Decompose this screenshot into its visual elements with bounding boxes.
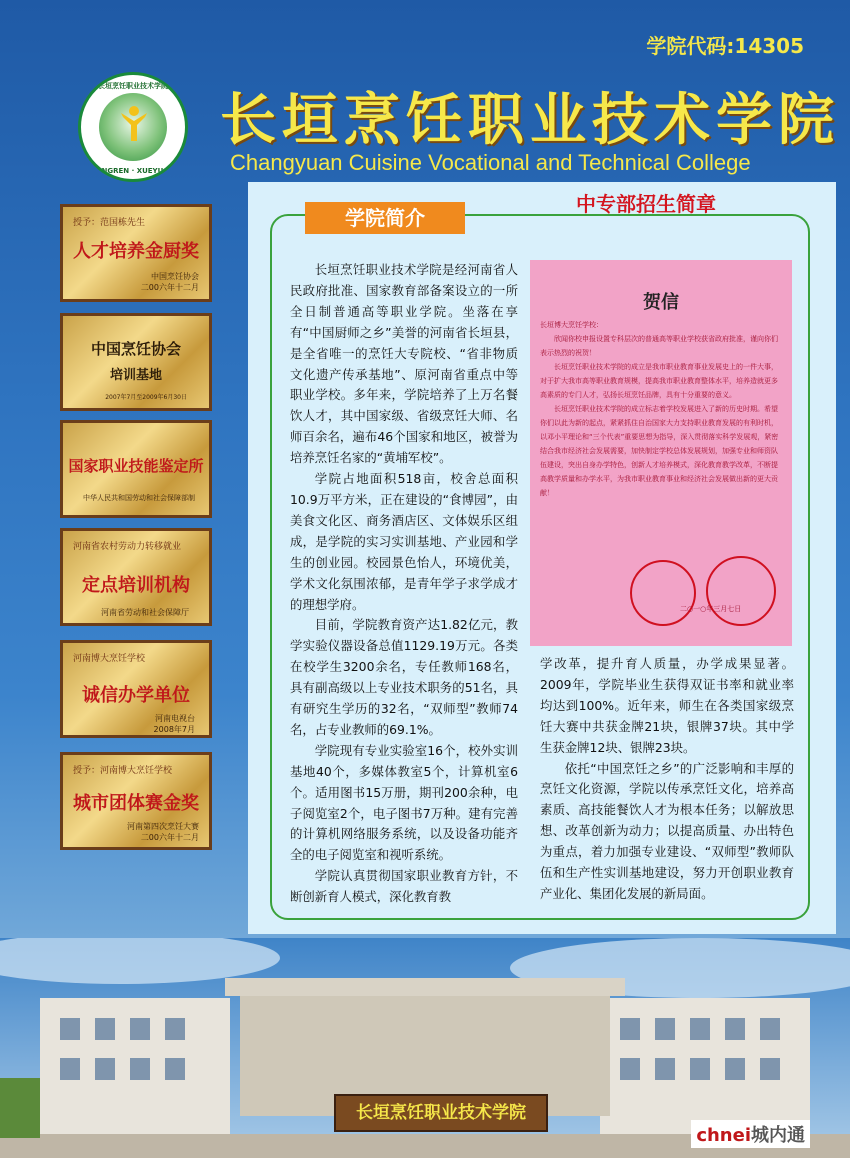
brochure-subtitle: 中专部招生简章 <box>576 192 716 216</box>
intro-column-right <box>540 654 794 905</box>
award-sub: 中华人民共和国劳动和社会保障部制 <box>83 494 195 502</box>
college-code: 学院代码:14305 <box>646 34 804 58</box>
award-plaque-5 <box>60 640 212 738</box>
college-title-cn: 长垣烹饪职业技术学院 <box>220 87 840 153</box>
award-sub: 培训基地 <box>109 368 162 383</box>
red-seal-icon <box>706 556 776 626</box>
award-main: 诚信办学单位 <box>82 685 190 706</box>
award-sub: 河南第四次烹饪大赛 二00六年十二月 <box>127 822 199 842</box>
intro-paragraph: 长垣烹饪职业技术学院是经河南省人民政府批准、国家教育部备案设立的一所全日制普通高等职业学院。坐落在享有“中国厨师之乡”美誉的河南省长垣县，是全省唯一的烹饪大专院校、“省非物质文化遗产传承基地”、原河南省重点中等职业学校。多年来，学院培养了上万名餐饮人才，其中国家级、省级烹饪大师、名师百余名，遍布46个国家和地区，被誉为培养烹饪名家的“黄埔军校”。 <box>290 262 518 466</box>
letter-heading: 贺信 <box>643 292 679 313</box>
letter-paragraph: 欣闻你校申报设置专科层次的普通高等职业学校获省政府批准，谨向你们表示热烈的祝贺！ <box>540 335 778 357</box>
award-plaque-2 <box>60 313 212 411</box>
campus-sign: 长垣烹饪职业技术学院 <box>334 1094 548 1132</box>
award-main: 定点培训机构 <box>82 575 190 596</box>
watermark <box>691 1120 810 1148</box>
intro-continuation: 学改革，提升育人质量，办学成果显著。2009年，学院毕业生获得双证书率和就业率均达到100%。近年来，师生在各类国家级烹饪大赛中共获金牌21块，银牌37块。其中学生获金牌12块、银牌23块。 <box>540 656 794 755</box>
award-top: 河南博大烹饪学校 <box>73 654 146 664</box>
award-sub: 河南省劳动和社会保障厅 <box>101 608 189 617</box>
intro-paragraph: 学院认真贯彻国家职业教育方针，不断创新育人模式，深化教育教 <box>290 868 518 905</box>
award-sub: 中国烹饪协会 二00六年十二月 <box>140 272 199 292</box>
watermark-part: 城内通 <box>751 1125 805 1146</box>
intro-paragraph: 学院占地面积518亩，校舍总面积10.9万平方米，正在建设的“食博园”，由美食文化区、商务酒店区、文体娱乐区组成，是学院的实习实训基地、产业园和学生的创业园。校园景色怡人，环境优美，学术文化氛围浓郁，是青年学子求学成才的理想学府。 <box>290 471 518 612</box>
award-sub: 河南电视台 2008年7月 <box>153 714 195 734</box>
letter-date: 二○一○年三月七日 <box>680 605 742 613</box>
award-date: 2007年7月至2009年6月30日 <box>105 394 187 401</box>
award-main: 人才培养金厨奖 <box>73 241 199 262</box>
intro-paragraph: 学院现有专业实验室16个，校外实训基地40个，多媒体教室5个，计算机室6个。适用图书15万册，期刊200余种，电子阅览室2个，电子图书7万种。建有完善的计算机网络服务系统，以及设备功能齐全的电子阅览室和视听系统。 <box>290 742 518 863</box>
congratulation-letter <box>530 260 792 646</box>
award-main: 中国烹饪协会 <box>90 340 181 358</box>
college-logo-icon <box>78 72 188 182</box>
college-title-en: Changyuan Cuisine Vocational and Technical College <box>230 150 751 175</box>
award-top: 河南省农村劳动力转移就业 <box>73 542 182 552</box>
award-plaque-1 <box>60 204 212 302</box>
intro-paragraph: 依托“中国烹饪之乡”的广泛影响和丰厚的烹饪文化资源，学院以传承烹饪文化，培养高素质、高技能餐饮人才为根本任务；以解放思想、改革创新为动力；以提高质量、办出特色为重点，着力加强专业建设、“双师型”教师队伍和生产性实训基地建设，努力开创职业教育产业化、集团化发展的新局面。 <box>540 760 794 901</box>
award-plaque-4 <box>60 528 212 626</box>
logo-bottom-text: PENGREN · XUEYUAN <box>91 167 175 175</box>
chef-figure-icon <box>119 103 149 143</box>
award-plaque-6 <box>60 752 212 850</box>
red-seal-icon <box>630 560 696 626</box>
letter-body <box>540 318 782 500</box>
award-top: 授予：河南博大烹饪学校 <box>73 766 173 776</box>
intro-column-left <box>290 260 518 908</box>
letter-greeting: 长垣博大烹饪学校： <box>540 321 603 329</box>
award-plaque-3 <box>60 420 212 518</box>
intro-paragraph: 目前，学院教育资产达1.82亿元，教学实验仪器设备总值1129.19万元。各类在校学生3200余名，专任教师168名，具有副高级以上专业技术职务的51名，具有研究生学历的32名，“双师型”教师74名，占专业教师的69.1%。 <box>290 617 518 737</box>
letter-paragraph: 长垣烹饪职业技术学院的成立标志着学校发展进入了新的历史时期。希望你们以此为新的起点，紧紧抓住自治国家大力支持职业教育发展的有利时机，以邓小平理论和“三个代表”重要思想为指导，深入贯彻落实科学发展观，紧密结合我市经济社会发展需要，加快制定学校总体发展规划，加强专业和师资队伍建设，突出自身办学特色，创新人才培养模式，深化教育教学改革，不断提高教学质量和办学水平，为我市职业教育事业和经济社会发展做出新的更大贡献！ <box>540 405 779 497</box>
award-main: 国家职业技能鉴定所 <box>68 457 204 475</box>
letter-paragraph: 长垣烹饪职业技术学院的成立是我市职业教育事业发展史上的一件大事，对于扩大我市高等职业教育规模，提高我市职业教育整体水平，培养造就更多高素质的专门人才，弘扬长垣烹饪品牌，具有十分重要的意义。 <box>540 363 778 399</box>
section-title: 学院简介 <box>305 202 465 234</box>
watermark-part: chnei <box>696 1125 751 1146</box>
award-top: 授予：范国栋先生 <box>73 218 146 228</box>
award-main: 城市团体赛金奖 <box>73 793 199 814</box>
logo-top-text: 长垣烹饪职业技术学院 <box>98 82 168 90</box>
